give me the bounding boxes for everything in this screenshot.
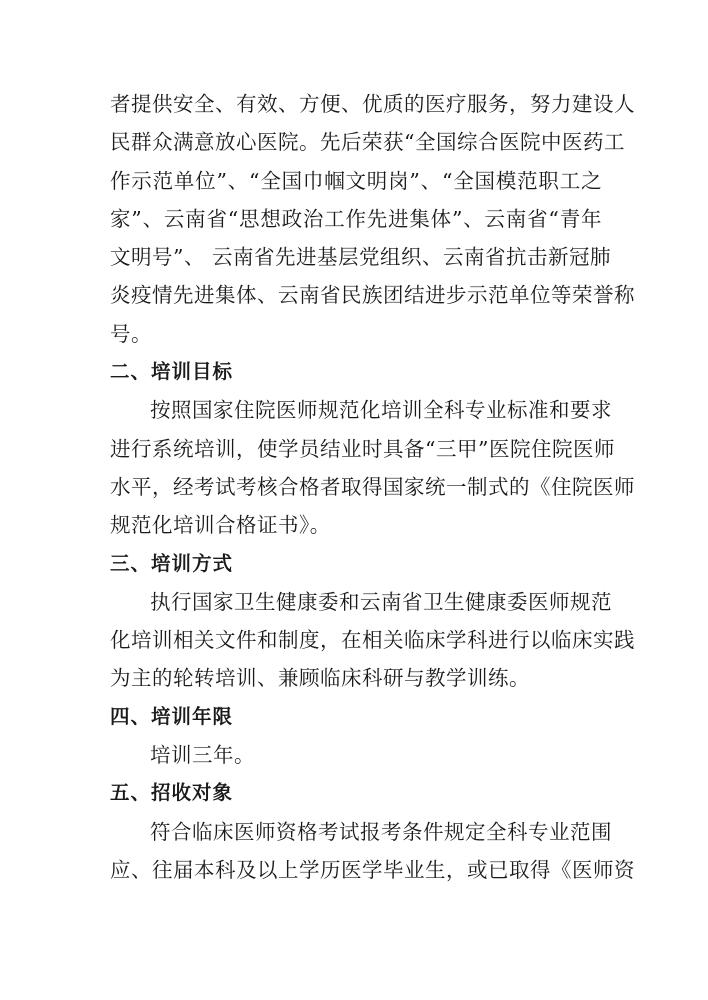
paragraph-line: 号。 — [110, 321, 152, 346]
paragraph-line: 符合临床医师资格考试报考条件规定全科专业范围 — [150, 819, 612, 844]
paragraph-line: 者提供安全、有效、方便、优质的医疗服务，努力建设人 — [110, 92, 635, 116]
training-method-paragraph — [110, 583, 635, 698]
section-heading-training-duration: 四、培训年限 — [110, 704, 234, 728]
paragraph-line: 炎疫情先进集体、云南省民族团结进步示范单位等荣誉称 — [110, 283, 635, 308]
training-duration-paragraph — [110, 736, 602, 774]
paragraph-line: 文明号”、 云南省先进基层党组织、云南省抗击新冠肺 — [110, 245, 611, 270]
section-heading-training-goal: 二、培训目标 — [110, 360, 234, 384]
paragraph-line: 为主的轮转培训、兼顾临床科研与教学训练。 — [110, 666, 530, 691]
paragraph-line: 民群众满意放心医院。先后荣获“全国综合医院中医药工 — [110, 130, 625, 155]
paragraph-line: 水平，经考试考核合格者取得国家统一制式的《住院医师 — [110, 474, 635, 499]
paragraph-line: 进行系统培训，使学员结业时具备“三甲”医院住院医师 — [110, 436, 615, 461]
section-heading-enrollment-target: 五、招收对象 — [110, 781, 234, 805]
intro-paragraph — [110, 85, 635, 353]
enrollment-target-paragraph — [110, 813, 635, 890]
paragraph-line: 执行国家卫生健康委和云南省卫生健康委医师规范 — [150, 589, 612, 614]
section-heading-training-method: 三、培训方式 — [110, 551, 234, 575]
paragraph-line: 作示范单位”、“全国巾帼文明岗”、“全国模范职工之 — [110, 168, 602, 193]
training-goal-paragraph — [110, 391, 635, 544]
paragraph-line: 家”、云南省“思想政治工作先进集体”、云南省“青年 — [110, 206, 602, 231]
paragraph-line: 规范化培训合格证书》。 — [110, 513, 331, 538]
paragraph-line: 应、往届本科及以上学历医学毕业生，或已取得《医师资 — [110, 857, 635, 882]
paragraph-line: 按照国家住院医师规范化培训全科专业标准和要求 — [150, 398, 612, 423]
paragraph-line: 培训三年。 — [150, 743, 255, 768]
document-page — [110, 85, 635, 889]
paragraph-line: 化培训相关文件和制度，在相关临床学科进行以临床实践 — [110, 628, 635, 653]
